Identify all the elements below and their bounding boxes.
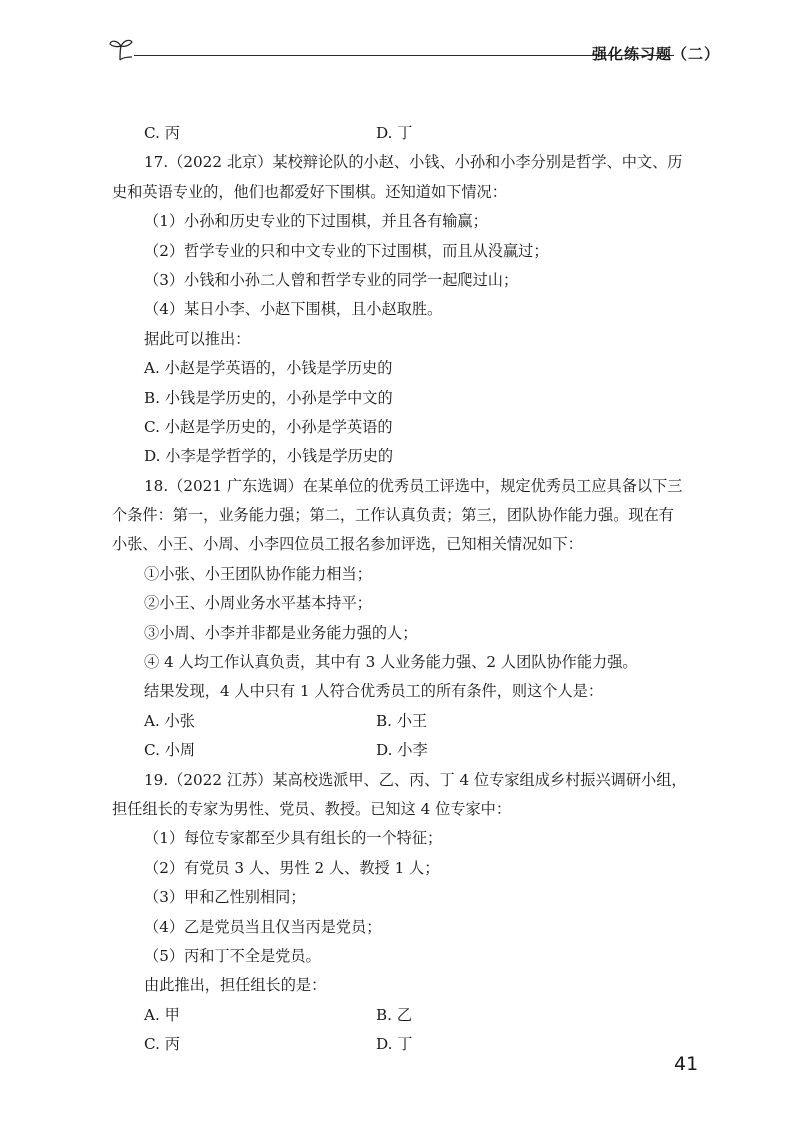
condition: （1）每位专家都至少具有组长的一个特征； [144,829,443,848]
question-text: 史和英语专业的，他们也都爱好下围棋。还知道如下情况： [112,182,507,201]
option-b: B. 小王 [376,711,428,730]
sprout-icon [108,36,134,62]
page-number: 41 [674,1053,699,1075]
question-prompt: 据此可以推出： [144,329,251,348]
question-19 [112,766,712,1060]
question-text: 个条件：第一，业务能力强；第二，工作认真负责；第三，团队协作能力强。现在有 [112,506,674,525]
condition: （2）有党员 3 人、男性 2 人、教授 1 人； [144,858,440,877]
page-content [112,119,712,1060]
options-row [112,1001,712,1030]
question-text: 担任组长的专家为男性、党员、教授。已知这 4 位专家中： [112,799,512,818]
question-text: 小张、小王、小周、小李四位员工报名参加评选，已知相关情况如下： [112,535,583,554]
options-row [112,736,712,765]
option-a: A. 甲 [144,1005,180,1024]
option-c: C. 丙 [144,1035,180,1054]
page-header [108,36,720,66]
condition: ②小王、小周业务水平基本持平； [144,594,372,613]
option-d: D. 小李 [376,741,428,760]
question-text: 17.（2022 北京）某校辩论队的小赵、小钱、小孙和小李分别是哲学、中文、历 [144,153,683,172]
question-text: 18.（2021 广东选调）在某单位的优秀员工评选中，规定优秀员工应具备以下三 [144,476,683,495]
condition: ③小周、小李并非都是业务能力强的人； [144,623,418,642]
option-a: A. 小张 [144,711,195,730]
condition: ④ 4 人均工作认真负责，其中有 3 人业务能力强、2 人团队协作能力强。 [144,653,638,672]
option-a: A. 小赵是学英语的，小钱是学历史的 [144,359,393,378]
option-c: C. 丙 [144,124,180,142]
prev-options-row [112,119,712,148]
option-d: D. 丁 [376,124,413,142]
condition: （2）哲学专业的只和中文专业的下过围棋，而且从没赢过； [144,241,549,260]
question-prompt: 结果发现，4 人中只有 1 人符合优秀员工的所有条件，则这个人是： [144,682,604,701]
section-title: 强化练习题（二） [591,45,720,63]
options-row [112,1030,712,1059]
option-c: C. 小赵是学历史的，小孙是学英语的 [144,417,393,436]
condition: ①小张、小王团队协作能力相当； [144,564,372,583]
condition: （5）丙和丁不全是党员。 [144,946,321,965]
condition: （3）小钱和小孙二人曾和哲学专业的同学一起爬过山； [144,270,519,289]
question-17 [112,148,712,471]
option-d: D. 小李是学哲学的，小钱是学历史的 [144,447,394,466]
condition: （1）小孙和历史专业的下过围棋，并且各有输赢； [144,212,488,231]
option-c: C. 小周 [144,741,196,760]
question-text: 19.（2022 江苏）某高校选派甲、乙、丙、丁 4 位专家组成乡村振兴调研小组， [144,770,687,789]
question-prompt: 由此推出，担任组长的是： [144,976,327,995]
option-d: D. 丁 [376,1035,413,1054]
option-b: B. 乙 [376,1005,413,1024]
options-row [112,707,712,736]
condition: （3）甲和乙性别相同； [144,888,306,907]
condition: （4）乙是党员当且仅当丙是党员； [144,917,382,936]
option-b: B. 小钱是学历史的，小孙是学中文的 [144,388,393,407]
condition: （4）某日小李、小赵下围棋，且小赵取胜。 [144,300,443,319]
question-18 [112,472,712,766]
